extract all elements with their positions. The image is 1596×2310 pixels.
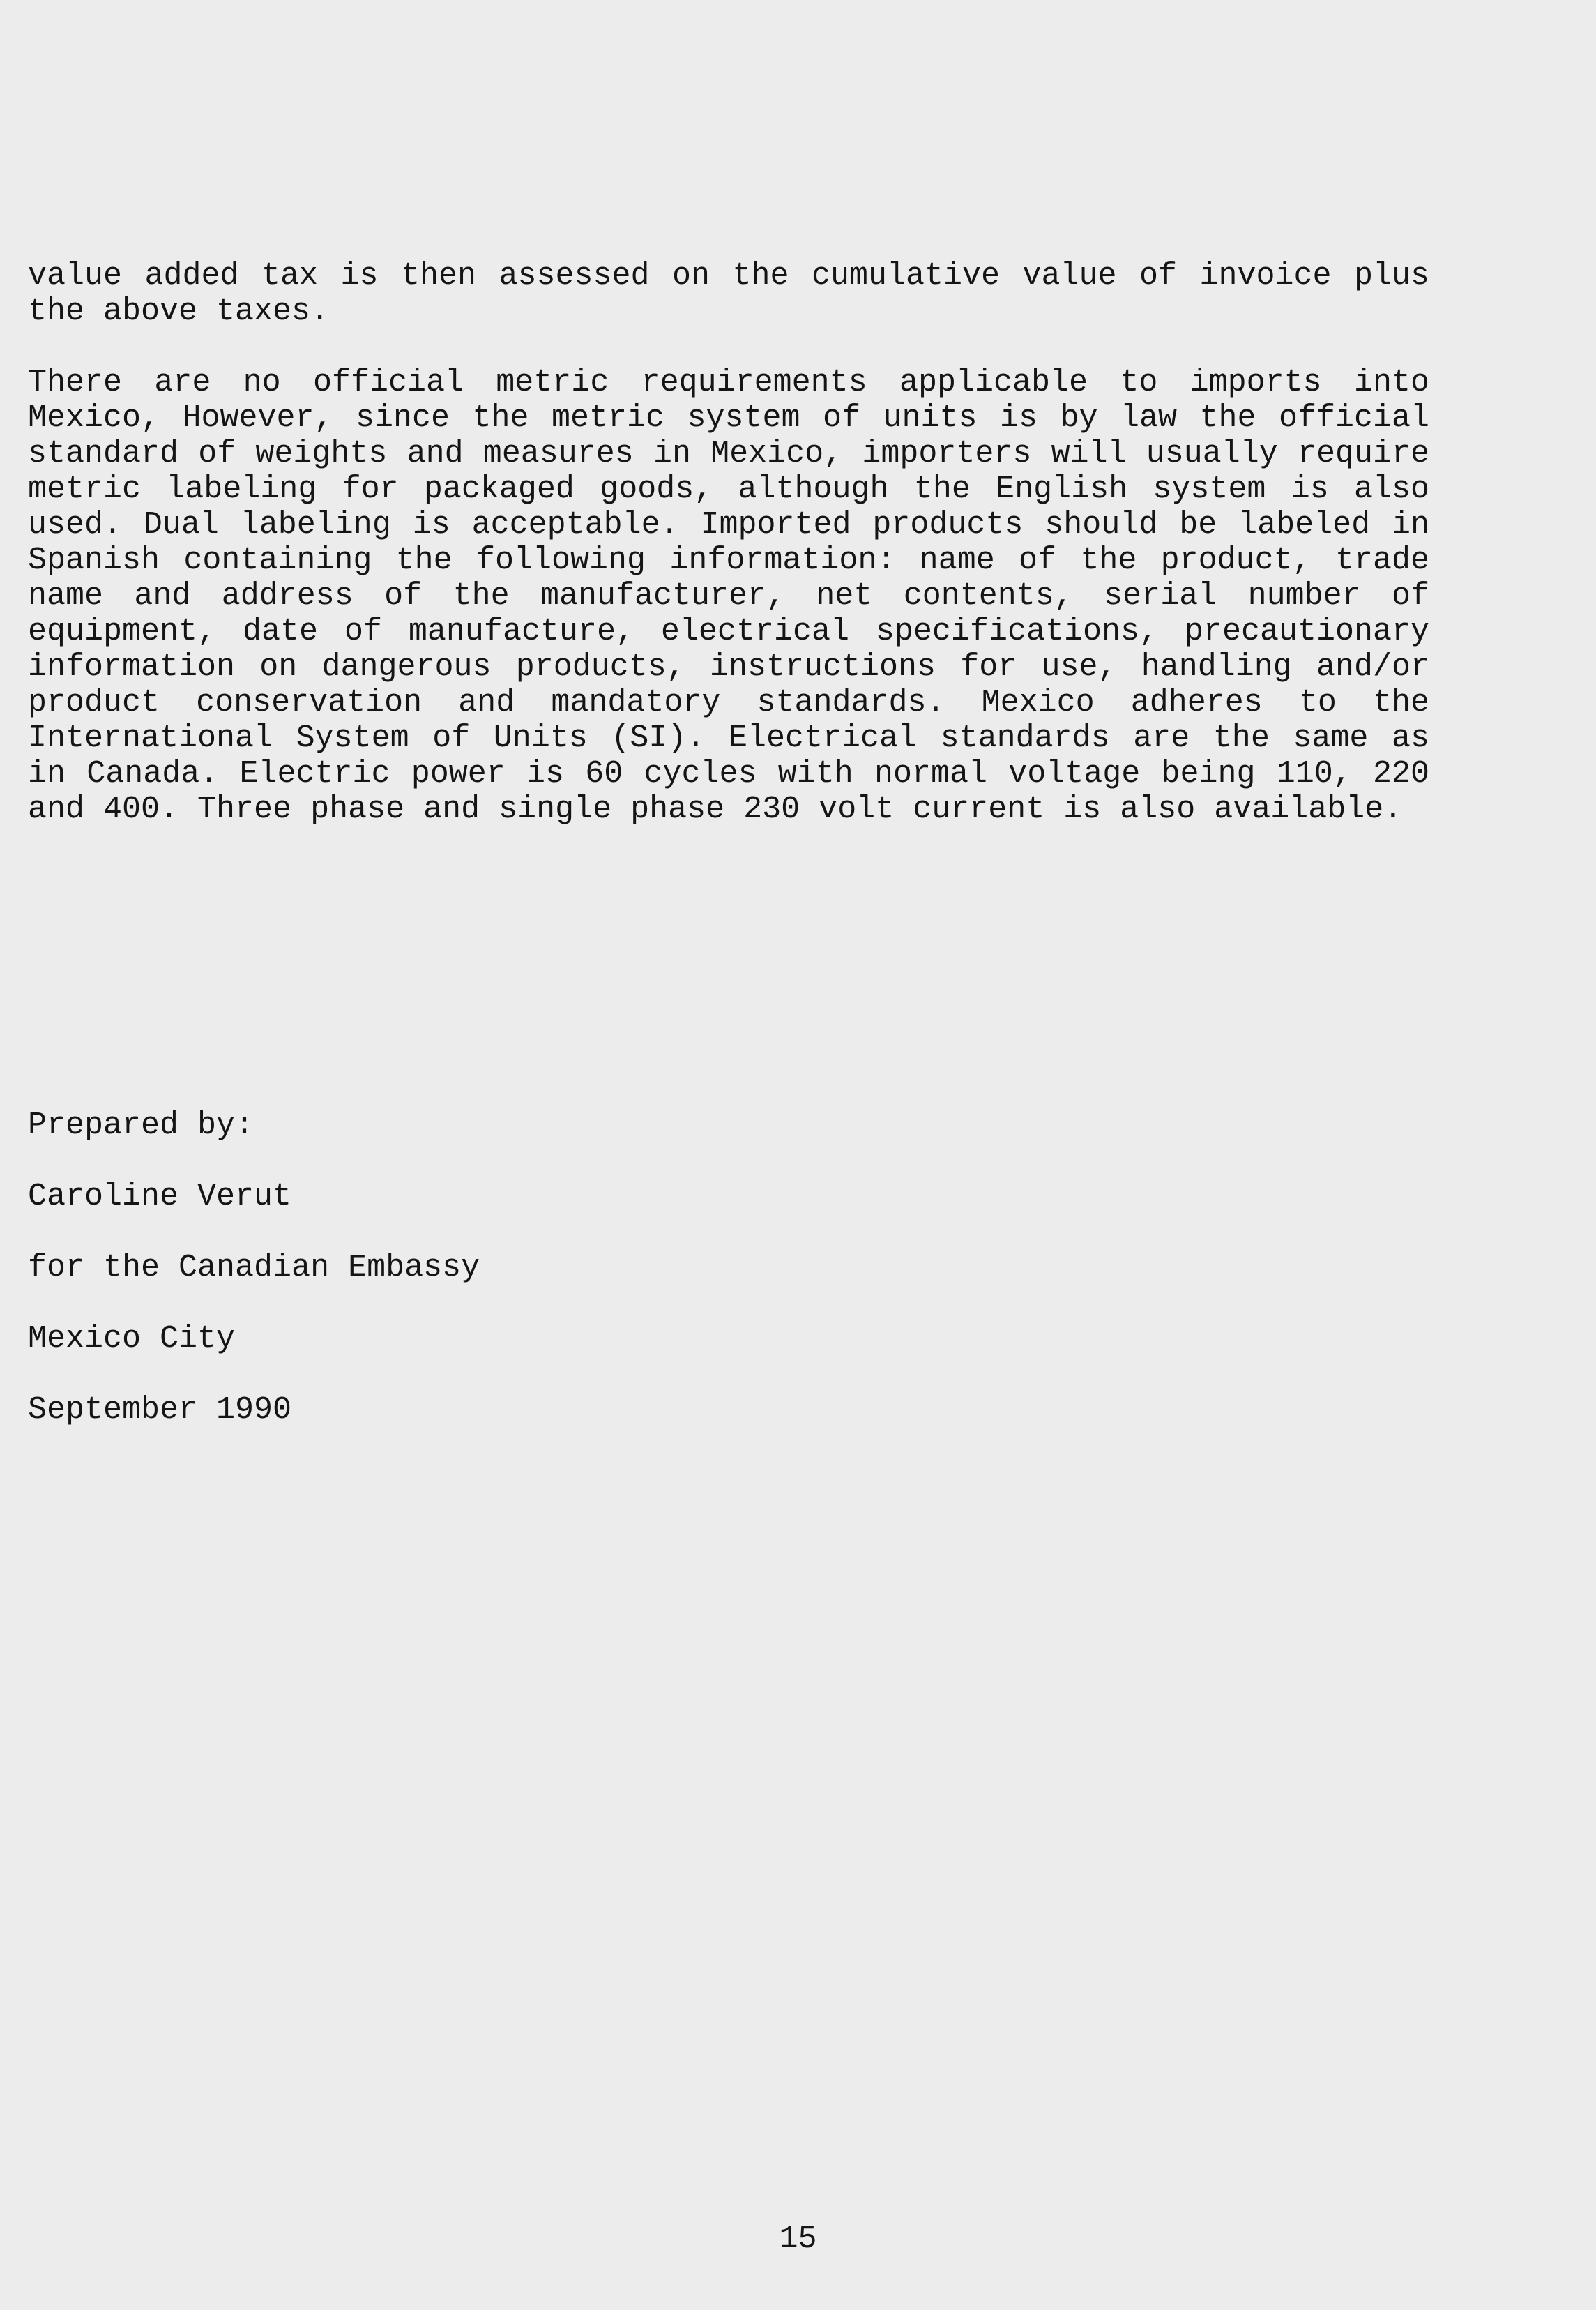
author-city: Mexico City <box>28 1321 236 1357</box>
paragraph-metric-requirements: There are no official metric requirements applicable to imports into Mexico, However, since the metric system of units is by law the official standard of weights and measures in Mexico, importers will usually require metric labeling for packaged goods, although the English system is also used. Dual labeling is acceptable. Imported products should be labeled in Spanish containing the following information: name of the product, trade name and address of the manufacturer, net contents, serial number of equipment, date of manufacture, electrical specifications, precautionary information on dangerous products, instructions for use, handling and/or product conservation and mandatory standards. Mexico adheres to the International System of Units (SI). Electrical standards are the same as in Canada. Electric power is 60 cycles with normal voltage being 110, 220 and 400. Three phase and single phase 230 volt current is also available. <box>28 365 1429 827</box>
author-name: Caroline Verut <box>28 1179 292 1214</box>
document-date: September 1990 <box>28 1392 292 1428</box>
paragraph-value-added-tax: value added tax is then assessed on the cumulative value of invoice plus the above taxes. <box>28 258 1429 329</box>
prepared-by-block <box>28 1072 655 1463</box>
page-number: 15 <box>779 2221 817 2257</box>
prepared-by-label: Prepared by: <box>28 1108 254 1143</box>
author-organization: for the Canadian Embassy <box>28 1250 480 1285</box>
